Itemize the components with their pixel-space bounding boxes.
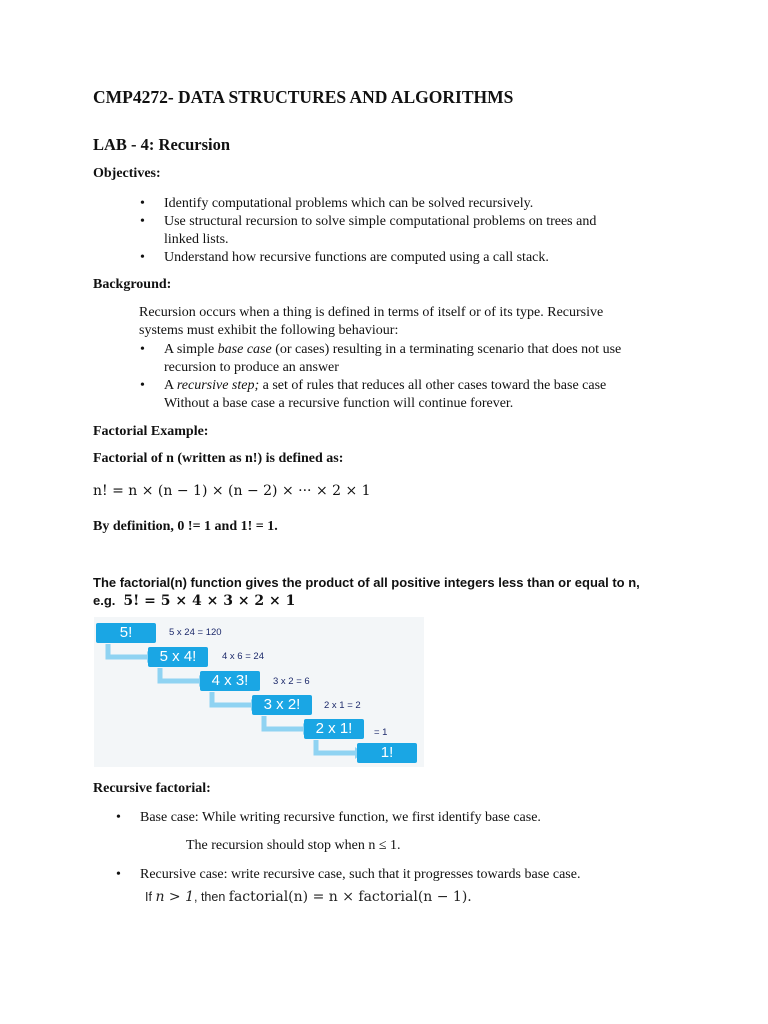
objectives-list (140, 195, 596, 267)
background-closing: Without a base case a recursive function will continue forever. (164, 396, 514, 411)
factorial-label-24: 4 x 6 = 24 (222, 651, 264, 662)
factorial-box-2x1: 2 x 1! (304, 719, 364, 739)
factorial-box-4x3: 4 x 3! (200, 671, 260, 691)
factorial-example-line (93, 592, 295, 610)
factorial-label-6: 3 x 2 = 6 (273, 676, 310, 687)
recursive-base-case: • Base case: While writing recursive function, we first identify base case. (116, 810, 541, 825)
objective-item: • Identify computational problems which can be solved recursively. (140, 196, 534, 211)
factorial-label-1: = 1 (374, 727, 388, 738)
recursive-rule (145, 889, 472, 905)
rule-if: If (145, 890, 152, 904)
rule-formula: factorial(n) = n × factorial(n − 1). (228, 889, 472, 905)
background-intro-line2: systems must exhibit the following behaviour: (139, 323, 399, 338)
background-item-step: • A recursive step; a set of rules that reduces all other cases toward the base case (140, 378, 607, 393)
recursive-list-base (116, 809, 541, 827)
recursive-case: • Recursive case: write recursive case, such that it progresses towards base case. (116, 867, 581, 882)
factorial-box-1: 1! (357, 743, 417, 763)
recursive-list-case (116, 866, 580, 884)
factorial-by-definition: By definition, 0 != 1 and 1! = 1. (93, 519, 278, 534)
objective-item: • Use structural recursion to solve simple computational problems on trees and (140, 214, 597, 229)
factorial-box-5: 5! (96, 623, 156, 643)
objective-item-continuation: linked lists. (164, 232, 229, 247)
recursive-stop-condition: The recursion should stop when n ≤ 1. (186, 838, 401, 853)
lab-title: LAB - 4: Recursion (93, 135, 231, 154)
factorial-definition-heading: Factorial of n (written as n!) is defined as: (93, 451, 344, 466)
objectives-heading: Objectives: (93, 166, 161, 181)
background-intro-line1: Recursion occurs when a thing is defined in terms of itself or of its type. Recursive (139, 305, 604, 320)
background-item-base-continuation: recursion to produce an answer (164, 360, 339, 375)
factorial-diagram (94, 617, 424, 767)
example-prefix: e.g. (93, 593, 116, 608)
course-title: CMP4272- DATA STRUCTURES AND ALGORITHMS (93, 87, 514, 107)
factorial-label-2: 2 x 1 = 2 (324, 700, 361, 711)
factorial-box-5x4: 5 x 4! (148, 647, 208, 667)
factorial-box-3x2: 3 x 2! (252, 695, 312, 715)
factorial-function-description: The factorial(n) function gives the product of all positive integers less than or equal to n, (93, 575, 640, 590)
factorial-label-120: 5 x 24 = 120 (169, 627, 222, 638)
rule-then: , then (194, 890, 226, 904)
rule-condition: n > 1 (155, 889, 194, 905)
factorial-heading: Factorial Example: (93, 424, 209, 439)
background-heading: Background: (93, 277, 172, 292)
objective-item: • Understand how recursive functions are computed using a call stack. (140, 250, 549, 265)
background-list (140, 341, 621, 413)
background-item-base: • A simple base case (or cases) resulting in a terminating scenario that does not use (140, 342, 622, 357)
example-formula: 5! = 5 × 4 × 3 × 2 × 1 (123, 593, 296, 609)
factorial-formula: n! = n × (n − 1) × (n − 2) × ··· × 2 × 1 (93, 483, 371, 499)
recursive-heading: Recursive factorial: (93, 781, 211, 796)
